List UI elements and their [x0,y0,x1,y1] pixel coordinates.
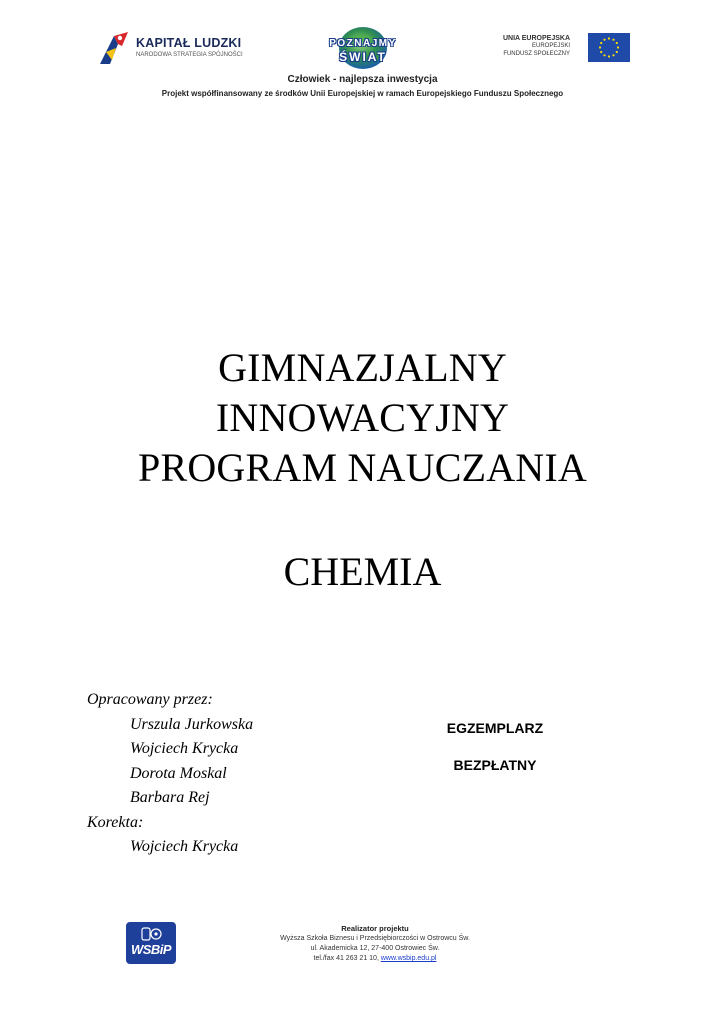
swiat-text: ŚWIAT [339,50,387,64]
eu-star-icon [603,54,605,56]
footer-info [230,924,520,964]
kapital-ludzki-emblem-icon [98,30,132,66]
wsbip-logo [126,922,176,964]
free-copy-notice [430,718,560,792]
footer-line3 [230,954,520,964]
subject-title: CHEMIA [283,549,442,594]
eu-star-icon [612,39,614,41]
eu-text [503,35,570,58]
proofreading-label: Korekta: [87,813,144,831]
eu-star-icon [616,51,618,53]
eu-flag-icon [588,33,630,62]
eu-line2: EUROPEJSKI [531,43,570,49]
eu-star-icon [600,42,602,44]
author-name: Dorota Moskal [130,764,227,782]
eu-stars-icon [588,33,630,62]
kapital-ludzki-title: KAPITAŁ LUDZKI [136,36,242,50]
free-copy-line1: EGZEMPLARZ [446,720,544,736]
title-line-1: GIMNAZJALNY [218,345,507,390]
title-line-3: PROGRAM NAUCZANIA [138,445,587,490]
header-project-line: Projekt współfinansowany ze środków Unii Europejskiej w ramach Europejskiego Funduszu Społecznego [161,89,564,98]
author-name: Wojciech Krycka [130,740,239,757]
proofreader-name: Wojciech Krycka [130,838,239,855]
eu-line1: UNIA EUROPEJSKA [502,35,570,42]
footer-title: Realizator projektu [341,924,409,933]
eu-star-icon [608,55,610,57]
eu-star-icon [616,42,618,44]
document-title [0,343,725,493]
author-name: Urszula Jurkowska [130,715,254,733]
footer-contact: tel./fax 41 263 21 10, [313,955,381,962]
eu-star-icon [608,37,610,39]
kapital-ludzki-subtitle: NARODOWA STRATEGIA SPÓJNOŚCI [136,52,243,58]
eu-star-icon [599,46,601,48]
website-link[interactable]: www.wsbip.edu.pl [380,955,437,962]
authors-block [87,688,253,860]
footer-line2: ul. Akademicka 12, 27-400 Ostrowiec Św. [310,945,440,952]
free-copy-line2: BEZPŁATNY [453,757,537,773]
eu-star-icon [600,51,602,53]
eu-star-icon [612,54,614,56]
kapital-ludzki-logo [98,30,258,66]
poznajmy-text: POZNAJMY [329,38,397,49]
author-name: Barbara Rej [130,789,210,806]
wsbip-logo-text: WSBiP [130,942,172,957]
university-emblem-icon [140,926,162,942]
title-line-2: INNOWACYJNY [215,395,510,440]
eu-star-icon [617,46,619,48]
header-slogan: Człowiek - najlepsza inwestycja [287,74,438,85]
footer-line1: Wyższa Szkoła Biznesu i Przedsiębiorczości w Ostrowcu Św. [280,935,470,942]
eu-line3: FUNDUSZ SPOŁECZNY [503,51,570,57]
eu-star-icon [603,39,605,41]
prepared-by-label: Opracowany przez: [87,691,213,708]
poznajmy-swiat-logo [310,26,416,70]
eu-logo [484,31,630,65]
